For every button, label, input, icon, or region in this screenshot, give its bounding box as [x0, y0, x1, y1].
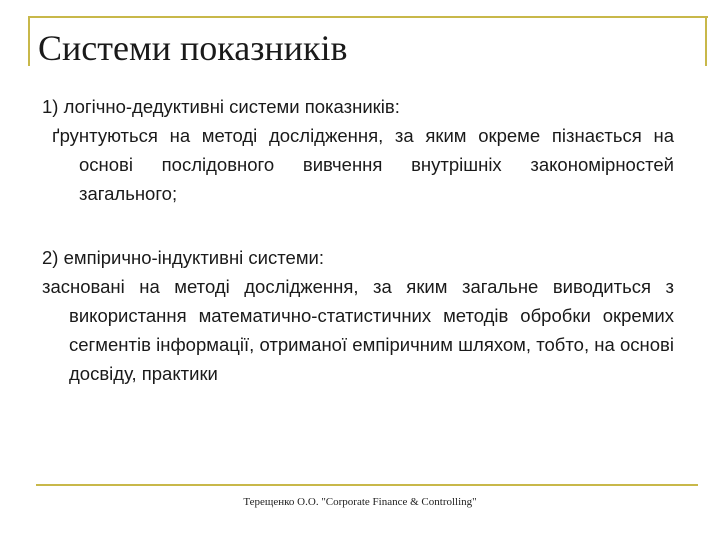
section-heading: 2) емпірично-індуктивні системи: [42, 247, 325, 268]
slide-title: Системи показників [38, 28, 348, 68]
frame-line-left [28, 16, 30, 66]
frame-line-right [705, 16, 707, 66]
section-text: ґрунтуються на методі дослідження, за яким окреме пізнається на основі послідовного вивчення внутрішніх закономірностей загального; [52, 125, 674, 204]
slide-content [42, 92, 674, 388]
frame-line-top [28, 16, 708, 18]
footer-credit: Терещенко О.О. "Corporate Finance & Controlling" [243, 496, 477, 508]
footer-divider [36, 484, 698, 486]
section-deductive [42, 92, 674, 208]
section-inductive [42, 243, 674, 388]
section-heading: 1) логічно-дедуктивні системи показників: [42, 96, 400, 117]
section-text: засновані на методі дослідження, за яким загальне виводиться з використання математично-статистичних методів обробки окремих сегментів інформації, отриманої емпіричним шляхом, тобто, на основі досвіду, практики [42, 276, 674, 384]
